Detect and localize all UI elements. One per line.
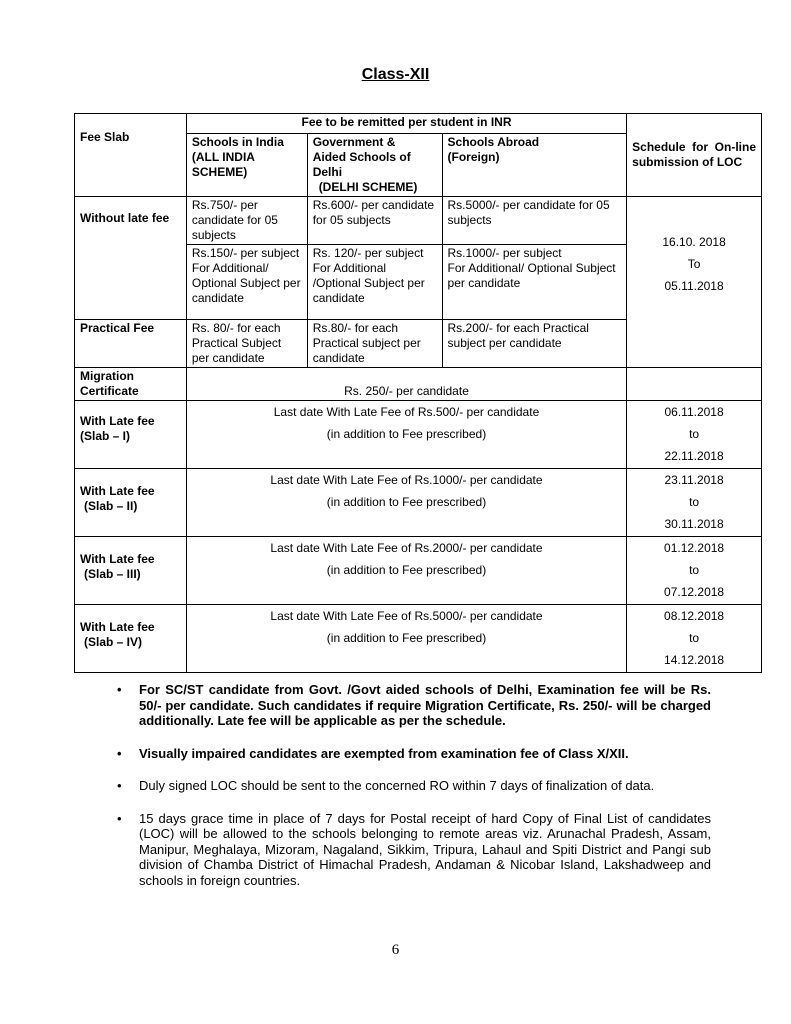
schedule-late-slab-1: 06.11.2018 to 22.11.2018 [627, 401, 762, 469]
cell-late-fee-slab-2: Last date With Late Fee of Rs.1000/- per candidate (in addition to Fee prescribed) [186, 469, 626, 537]
notes-list [111, 682, 711, 905]
cell-migration-schedule [627, 368, 762, 401]
cell-delhi-additional-fee: Rs. 120/- per subject For Additional /Optional Subject per candidate [307, 245, 442, 320]
schedule-late-slab-4: 08.12.2018 to 14.12.2018 [627, 605, 762, 673]
cell-delhi-practical-fee: Rs.80/- for each Practical subject per candidate [307, 320, 442, 368]
cell-india-additional-fee: Rs.150/- per subject For Additional/ Optional Subject per candidate [186, 245, 307, 320]
cell-abroad-additional-fee: Rs.1000/- per subject For Additional/ Optional Subject per candidate [442, 245, 627, 320]
note-text: For SC/ST candidate from Govt. /Govt aided schools of Delhi, Examination fee will be Rs. 50/- per candidate. Such candidates if require Migration Certificate, Rs. 250/- will be charged additionally. Late fee will be applicable as per the schedule. [139, 682, 711, 728]
note-sc-st-fee [111, 682, 711, 729]
cell-late-fee-slab-4: Last date With Late Fee of Rs.5000/- per candidate (in addition to Fee prescribed) [186, 605, 626, 673]
schedule-late-slab-2: 23.11.2018 to 30.11.2018 [627, 469, 762, 537]
cell-abroad-base-fee: Rs.5000/- per candidate for 05 subjects [442, 197, 627, 245]
cell-delhi-base-fee: Rs.600/- per candidate for 05 subjects [307, 197, 442, 245]
schedule-without-late-fee: 16.10. 2018 To 05.11.2018 [627, 197, 762, 368]
page-title: Class-XII [361, 66, 430, 83]
cell-migration-fee: Rs. 250/- per candidate [186, 368, 626, 401]
row-label-practical-fee: Practical Fee [75, 320, 187, 368]
cell-late-fee-slab-1: Last date With Late Fee of Rs.500/- per candidate (in addition to Fee prescribed) [186, 401, 626, 469]
note-text: 15 days grace time in place of 7 days for Postal receipt of hard Copy of Final List of candidates (LOC) will be allowed to the schools belonging to remote areas viz. Arunachal Pradesh, Assam, Manipur, Meghalaya, Mizoram, Nagaland, Sikkim, Tripura, Lahaul and Spiti District and Pangi sub division of Chamba District of Himachal Pradesh, Andaman & Nicobar Island, Lakshadweep and schools in foreign countries. [139, 810, 711, 888]
bullet-icon: • [117, 810, 122, 826]
header-col-india: Schools in India (ALL INDIA SCHEME) [186, 134, 307, 197]
note-signed-loc [111, 778, 711, 794]
header-schedule: Schedule for On-line submission of LOC [627, 114, 762, 197]
note-grace-time [111, 811, 711, 889]
note-visually-impaired [111, 746, 711, 762]
cell-abroad-practical-fee: Rs.200/- for each Practical subject per candidate [442, 320, 627, 368]
cell-india-base-fee: Rs.750/- per candidate for 05 subjects [186, 197, 307, 245]
note-text: Duly signed LOC should be sent to the concerned RO within 7 days of finalization of data. [139, 778, 655, 793]
header-col-abroad: Schools Abroad (Foreign) [442, 134, 627, 197]
bullet-icon: • [117, 778, 122, 793]
header-fee-slab: Fee Slab [75, 114, 187, 197]
schedule-late-slab-3: 01.12.2018 to 07.12.2018 [627, 537, 762, 605]
page-number: 6 [391, 942, 400, 958]
row-label-late-slab-1: With Late fee (Slab – I) [75, 401, 187, 469]
row-label-late-slab-4: With Late fee (Slab – IV) [75, 605, 187, 673]
header-col-delhi: Government & Aided Schools of Delhi (DELHI SCHEME) [307, 134, 442, 197]
row-label-migration: Migration Certificate [75, 368, 187, 401]
bullet-icon: • [117, 745, 122, 761]
bullet-icon: • [117, 682, 122, 697]
note-text: Visually impaired candidates are exempted from examination fee of Class X/XII. [139, 745, 629, 761]
cell-india-practical-fee: Rs. 80/- for each Practical Subject per candidate [186, 320, 307, 368]
row-label-late-slab-3: With Late fee (Slab – III) [75, 537, 187, 605]
header-fee-group: Fee to be remitted per student in INR [186, 114, 626, 134]
row-label-late-slab-2: With Late fee (Slab – II) [75, 469, 187, 537]
cell-late-fee-slab-3: Last date With Late Fee of Rs.2000/- per candidate (in addition to Fee prescribed) [186, 537, 626, 605]
fee-table [74, 113, 762, 673]
row-label-without-late-fee: Without late fee [75, 197, 187, 320]
